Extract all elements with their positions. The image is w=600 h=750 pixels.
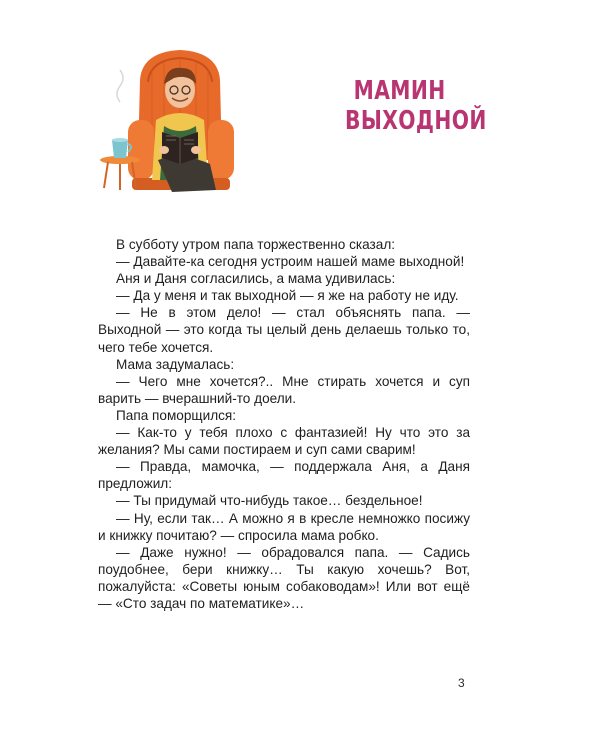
paragraph: — Не в этом дело! — стал объяснять папа. — Выходной — это когда ты целый день делаешь только то, чего тебе хочется. xyxy=(98,305,470,355)
dad-reading-in-armchair-icon xyxy=(92,40,252,200)
paragraph: — Правда, мамочка, — поддержала Аня, а Даня предложил: xyxy=(98,459,470,492)
story-text xyxy=(98,236,470,612)
paragraph: — Как-то у тебя плохо с фантазией! Ну что это за желания? Мы сами постираем и суп сами сварим! xyxy=(98,425,470,458)
paragraph: Папа поморщился: xyxy=(116,407,237,423)
paragraph: — Даже нужно! — обрадовался папа. — Садись поудобнее, бери книжку… Ты какую хочешь? Вот, пожалуйста: «Советы юным собаководам»! Или вот ещё — «Сто задач по математике»… xyxy=(98,544,470,611)
paragraph: — Чего мне хочется?.. Мне стирать хочется и суп варить — вчерашний-то доели. xyxy=(98,373,470,406)
chapter-title xyxy=(345,76,487,136)
chapter-title-line-2: ВЫХОДНОЙ xyxy=(345,106,487,136)
page-number: 3 xyxy=(458,676,465,690)
paragraph: В субботу утром папа торжественно сказал: xyxy=(116,237,396,252)
paragraph: — Ты придумай что-нибудь такое… бездельное! xyxy=(116,493,423,509)
paragraph: — Да у меня и так выходной — я же на работу не иду. xyxy=(116,288,459,304)
paragraph: Аня и Даня согласились, а мама удивилась: xyxy=(116,271,396,287)
paragraph: — Давайте-ка сегодня устроим нашей маме выходной! xyxy=(116,254,465,270)
chapter-title-line-1: МАМИН xyxy=(353,76,446,106)
paragraph: — Ну, если так… А можно я в кресле немножко посижу и книжку почитаю? — спросила мама робко. xyxy=(98,510,470,543)
paragraph: Мама задумалась: xyxy=(116,356,235,372)
